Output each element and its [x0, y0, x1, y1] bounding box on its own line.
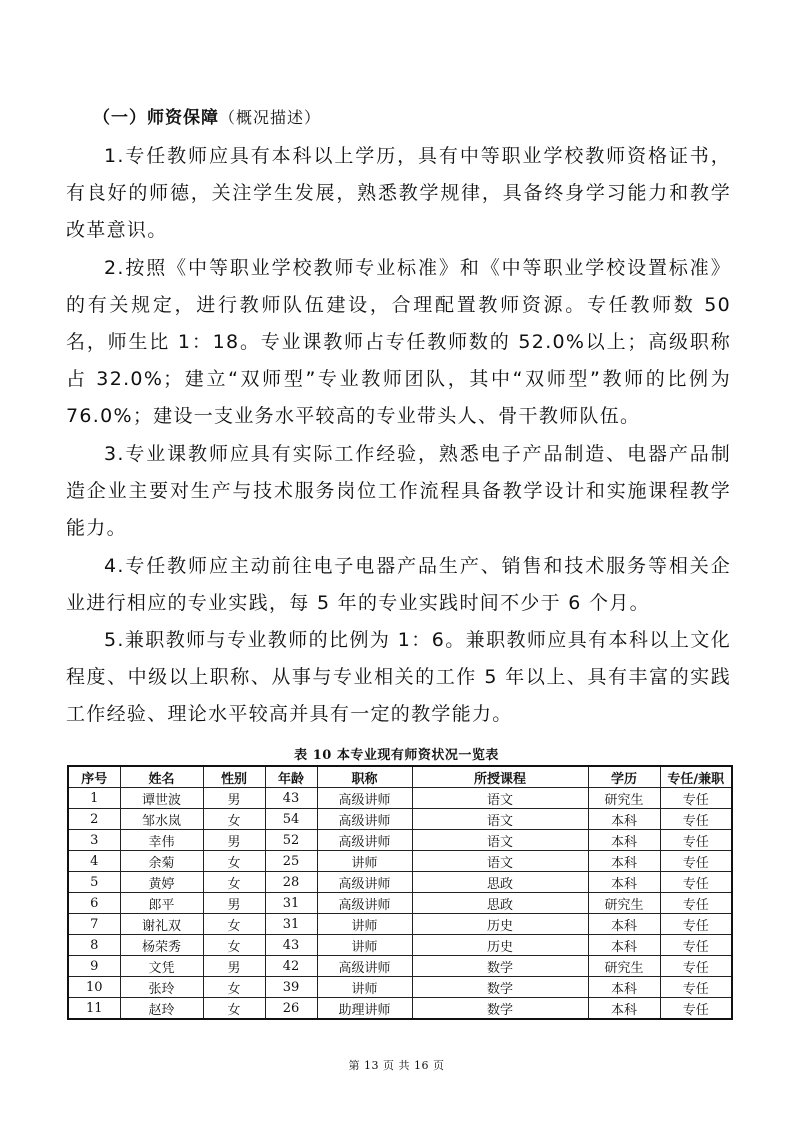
- table-cell: 研究生: [588, 788, 660, 809]
- column-header: 性别: [203, 766, 265, 788]
- table-cell: 11: [68, 998, 120, 1020]
- table-cell: 本科: [588, 998, 660, 1020]
- table-cell: 讲师: [317, 914, 412, 935]
- table-cell: 1: [68, 788, 120, 809]
- table-row: [68, 872, 732, 893]
- table-cell: 男: [203, 788, 265, 809]
- table-cell: 男: [203, 830, 265, 851]
- table-cell: 28: [265, 872, 317, 893]
- column-header: 所授课程: [412, 766, 588, 788]
- table-cell: 本科: [588, 809, 660, 830]
- table-cell: 本科: [588, 935, 660, 956]
- table-row: [68, 977, 732, 998]
- paragraph-1: 1.专任教师应具有本科以上学历，具有中等职业学校教师资格证书，有良好的师德，关注学生发展，熟悉教学规律，具备终身学习能力和教学改革意识。: [66, 145, 731, 241]
- table-cell: 本科: [588, 872, 660, 893]
- table-cell: 43: [265, 935, 317, 956]
- table-cell: 专任: [660, 830, 732, 851]
- column-header: 专任/兼职: [660, 766, 732, 788]
- table-cell: 7: [68, 914, 120, 935]
- table-cell: 8: [68, 935, 120, 956]
- table-cell: 42: [265, 956, 317, 977]
- table-cell: 研究生: [588, 956, 660, 977]
- table-cell: 数学: [412, 977, 588, 998]
- table-cell: 2: [68, 809, 120, 830]
- table-cell: 专任: [660, 956, 732, 977]
- table-cell: 9: [68, 956, 120, 977]
- table-cell: 3: [68, 830, 120, 851]
- table-cell: 高级讲师: [317, 893, 412, 914]
- table-row: [68, 998, 732, 1020]
- table-caption: 表 10 本专业现有师资状况一览表: [294, 748, 499, 763]
- table-cell: 本科: [588, 977, 660, 998]
- table-cell: 43: [265, 788, 317, 809]
- table-cell: 本科: [588, 914, 660, 935]
- table-cell: 女: [203, 851, 265, 872]
- table-cell: 高级讲师: [317, 872, 412, 893]
- table-cell: 余菊: [120, 851, 203, 872]
- table-cell: 31: [265, 914, 317, 935]
- table-cell: 4: [68, 851, 120, 872]
- paragraph-3: 3.专业课教师应具有实际工作经验，熟悉电子产品制造、电器产品制造企业主要对生产与技术服务岗位工作流程具备教学设计和实施课程教学能力。: [66, 443, 731, 539]
- table-row: [68, 956, 732, 977]
- table-cell: 专任: [660, 977, 732, 998]
- table-cell: 专任: [660, 872, 732, 893]
- table-cell: 女: [203, 914, 265, 935]
- table-cell: 本科: [588, 851, 660, 872]
- table-cell: 幸伟: [120, 830, 203, 851]
- table-cell: 谢礼双: [120, 914, 203, 935]
- table-cell: 39: [265, 977, 317, 998]
- table-cell: 女: [203, 998, 265, 1020]
- table-cell: 专任: [660, 809, 732, 830]
- table-cell: 专任: [660, 788, 732, 809]
- table-cell: 数学: [412, 956, 588, 977]
- table-cell: 高级讲师: [317, 956, 412, 977]
- column-header: 序号: [68, 766, 120, 788]
- table-cell: 语文: [412, 851, 588, 872]
- table-cell: 26: [265, 998, 317, 1020]
- table-cell: 10: [68, 977, 120, 998]
- table-body: [68, 788, 732, 1020]
- table-cell: 男: [203, 956, 265, 977]
- table-cell: 邹水岚: [120, 809, 203, 830]
- table-cell: 5: [68, 872, 120, 893]
- table-cell: 高级讲师: [317, 830, 412, 851]
- column-header: 职称: [317, 766, 412, 788]
- section-title: （一）师资保障: [93, 108, 219, 128]
- table-cell: 52: [265, 830, 317, 851]
- table-cell: 高级讲师: [317, 809, 412, 830]
- table-cell: 助理讲师: [317, 998, 412, 1020]
- paragraph-5: 5.兼职教师与专业教师的比例为 1：6。兼职教师应具有本科以上文化程度、中级以上职称、从事与专业相关的工作 5 年以上、具有丰富的实践工作经验、理论水平较高并具有一定的教学能力。: [66, 629, 731, 725]
- paragraph-2: 2.按照《中等职业学校教师专业标准》和《中等职业学校设置标准》的有关规定，进行教师队伍建设，合理配置教师资源。专任教师数 50 名，师生比 1：18。专业课教师占专任教师数的 52.0%以上；高级职称占 32.0%；建立“双师型”专业教师团队，其中“双师型”教师的比例为 76.0%；建设一支业务水平较高的专业带头人、骨干教师队伍。: [66, 257, 731, 427]
- table-cell: 思政: [412, 893, 588, 914]
- table-row: [68, 788, 732, 809]
- table-cell: 讲师: [317, 935, 412, 956]
- table-row: [68, 914, 732, 935]
- table-cell: 张玲: [120, 977, 203, 998]
- table-row: [68, 809, 732, 830]
- table-cell: 专任: [660, 914, 732, 935]
- table-cell: 专任: [660, 893, 732, 914]
- table-cell: 谭世波: [120, 788, 203, 809]
- table-cell: 讲师: [317, 851, 412, 872]
- table-row: [68, 830, 732, 851]
- table-cell: 女: [203, 977, 265, 998]
- table-cell: 杨荣秀: [120, 935, 203, 956]
- table-cell: 本科: [588, 830, 660, 851]
- table-row: [68, 935, 732, 956]
- table-header-row: [68, 766, 732, 788]
- table-cell: 高级讲师: [317, 788, 412, 809]
- table-cell: 女: [203, 809, 265, 830]
- column-header: 年龄: [265, 766, 317, 788]
- table-cell: 6: [68, 893, 120, 914]
- table-cell: 黄婷: [120, 872, 203, 893]
- page-number: 第 13 页 共 16 页: [348, 1059, 445, 1072]
- paragraph-4: 4.专任教师应主动前往电子电器产品生产、销售和技术服务等相关企业进行相应的专业实践，每 5 年的专业实践时间不少于 6 个月。: [66, 555, 731, 614]
- table-cell: 思政: [412, 872, 588, 893]
- table-cell: 语文: [412, 809, 588, 830]
- table-cell: 专任: [660, 935, 732, 956]
- table-cell: 专任: [660, 851, 732, 872]
- table-cell: 赵玲: [120, 998, 203, 1020]
- table-cell: 历史: [412, 935, 588, 956]
- table-cell: 31: [265, 893, 317, 914]
- staff-table: [67, 765, 733, 1020]
- table-cell: 专任: [660, 998, 732, 1020]
- table-row: [68, 851, 732, 872]
- column-header: 学历: [588, 766, 660, 788]
- section-heading: [93, 103, 321, 128]
- section-title-note: （概况描述）: [219, 108, 322, 127]
- table-cell: 女: [203, 872, 265, 893]
- table-cell: 郎平: [120, 893, 203, 914]
- table-cell: 语文: [412, 788, 588, 809]
- column-header: 姓名: [120, 766, 203, 788]
- table-cell: 数学: [412, 998, 588, 1020]
- table-row: [68, 893, 732, 914]
- table-cell: 讲师: [317, 977, 412, 998]
- table-cell: 女: [203, 935, 265, 956]
- table-cell: 历史: [412, 914, 588, 935]
- table-cell: 研究生: [588, 893, 660, 914]
- table-cell: 语文: [412, 830, 588, 851]
- table-cell: 文凭: [120, 956, 203, 977]
- table-cell: 25: [265, 851, 317, 872]
- table-cell: 54: [265, 809, 317, 830]
- table-cell: 男: [203, 893, 265, 914]
